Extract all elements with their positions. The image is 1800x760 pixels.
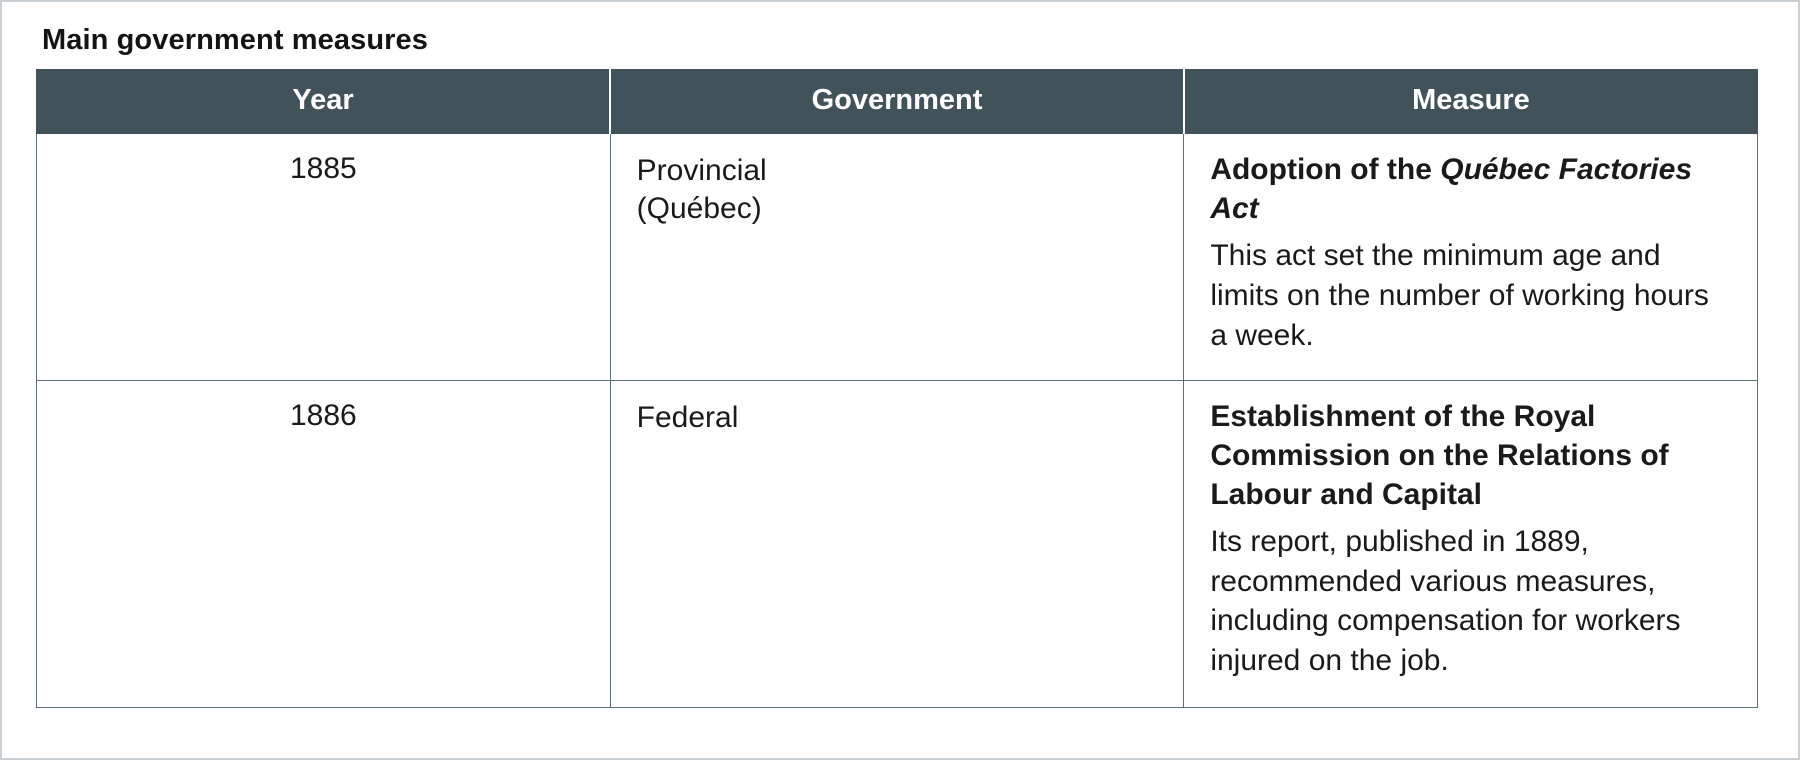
table-header — [37, 70, 1758, 134]
cell-measure — [1184, 380, 1758, 707]
table-row — [37, 380, 1758, 707]
cell-government — [610, 134, 1184, 381]
column-header-government: Government — [610, 70, 1184, 134]
cell-measure — [1184, 134, 1758, 381]
table-body — [37, 134, 1758, 708]
column-header-measure: Measure — [1184, 70, 1758, 134]
measure-description: Its report, published in 1889, recommended various measures, including compensation for workers injured on the job. — [1210, 524, 1681, 678]
measure-heading-text: Establishment of the Royal Commission on the Relations of Labour and Capital — [1210, 399, 1669, 511]
cell-year: 1886 — [37, 380, 611, 707]
table-header-row — [37, 70, 1758, 134]
cell-year: 1885 — [37, 134, 611, 381]
government-line: Provincial — [636, 154, 767, 187]
measure-heading — [1210, 150, 1731, 228]
government-line: (Québec) — [636, 192, 762, 226]
measure-heading-text: Adoption of the — [1210, 153, 1441, 186]
table-row — [37, 134, 1758, 381]
government-line: Federal — [636, 400, 739, 434]
measure-heading — [1210, 397, 1731, 514]
cell-government — [610, 380, 1184, 707]
page-title: Main government measures — [42, 24, 428, 56]
column-header-year: Year — [37, 70, 611, 134]
measure-heading-italic-text: Québec Factories Act — [1210, 153, 1693, 225]
measure-description: This act set the minimum age and limits on the number of working hours a week. — [1210, 239, 1709, 352]
main-government-measures-table — [36, 69, 1758, 708]
